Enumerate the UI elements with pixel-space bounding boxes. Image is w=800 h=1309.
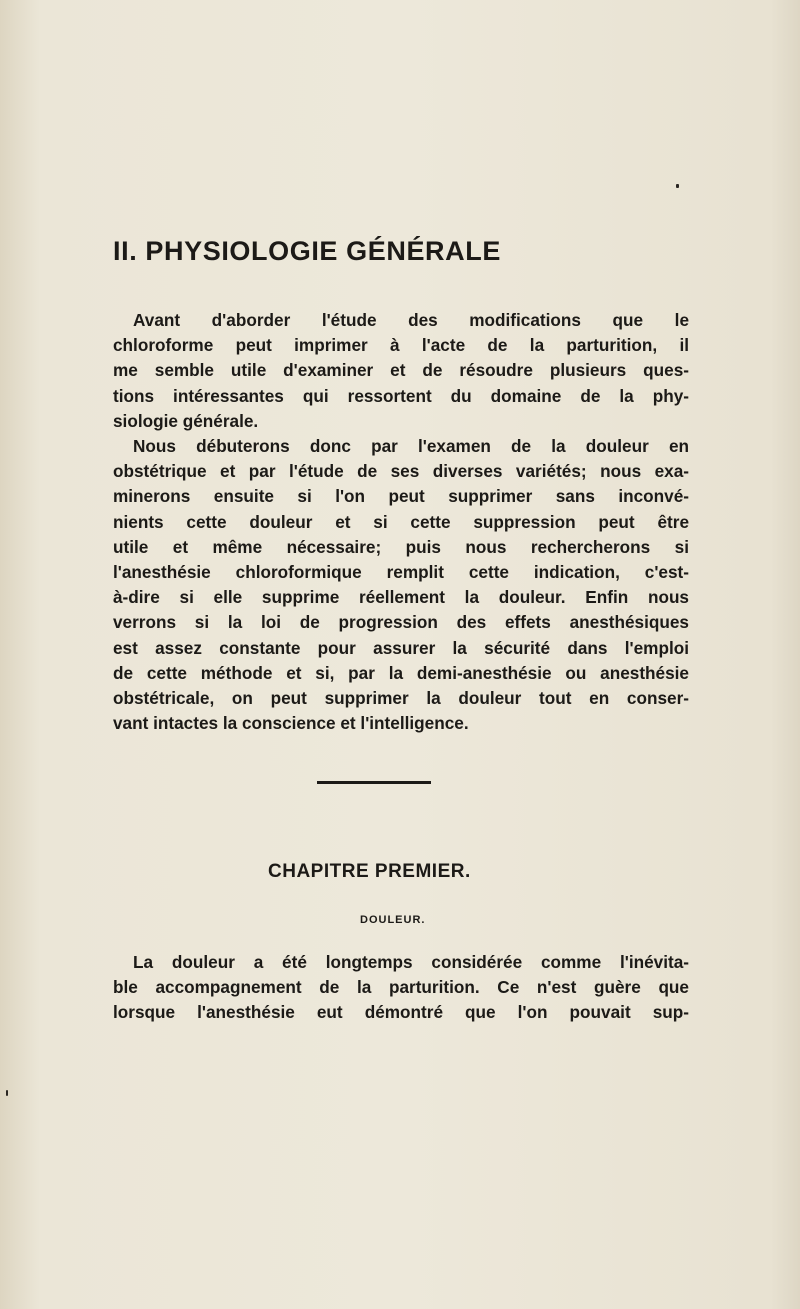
section-title: II. PHYSIOLOGIE GÉNÉRALE: [113, 236, 501, 266]
text-line: verrons si la loi de progression des effets anesthésiques: [113, 612, 689, 633]
text-line: me semble utile d'examiner et de résoudre plusieurs ques-: [113, 360, 689, 381]
text-line: minerons ensuite si l'on peut supprimer sans inconvé-: [113, 486, 689, 507]
text-line: tions intéressantes qui ressortent du domaine de la phy-: [113, 385, 689, 406]
text-line: à-dire si elle supprime réellement la douleur. Enfin nous: [113, 587, 689, 608]
text-line: nients cette douleur et si cette suppression peut être: [113, 511, 689, 532]
intro-paragraph: [113, 308, 689, 434]
text-line: utile et même nécessaire; puis nous rechercherons si: [113, 536, 689, 557]
text-line: lorsque l'anesthésie eut démontré que l'on pouvait sup-: [113, 1002, 689, 1023]
text-line: Avant d'aborder l'étude des modifications que le: [133, 310, 689, 330]
text-line: l'anesthésie chloroformique remplit cette indication, c'est-: [113, 562, 689, 583]
text-line: La douleur a été longtemps considérée comme l'inévita-: [133, 952, 689, 972]
text-line: obstétrique et par l'étude de ses diverses variétés; nous exa-: [113, 461, 689, 482]
chapter-paragraph: [113, 950, 689, 1026]
text-line: ble accompagnement de la parturition. Ce n'est guère que: [113, 977, 689, 998]
chapter-subheading: DOULEUR.: [360, 914, 426, 926]
text-line: de cette méthode et si, par la demi-anesthésie ou anesthésie: [113, 662, 689, 683]
print-speck: [676, 184, 679, 188]
text-line: chloroforme peut imprimer à l'acte de la parturition, il: [113, 335, 689, 356]
print-speck: [6, 1090, 8, 1096]
section-divider: [317, 781, 431, 784]
chapter-heading: CHAPITRE PREMIER.: [268, 861, 471, 882]
text-line: obstétricale, on peut supprimer la douleur tout en conser-: [113, 688, 689, 709]
text-line: vant intactes la conscience et l'intelligence.: [113, 713, 469, 734]
plan-paragraph: [113, 434, 689, 736]
text-line: siologie générale.: [113, 410, 259, 431]
text-line: Nous débuterons donc par l'examen de la douleur en: [133, 436, 689, 456]
text-line: est assez constante pour assurer la sécurité dans l'emploi: [113, 637, 689, 658]
